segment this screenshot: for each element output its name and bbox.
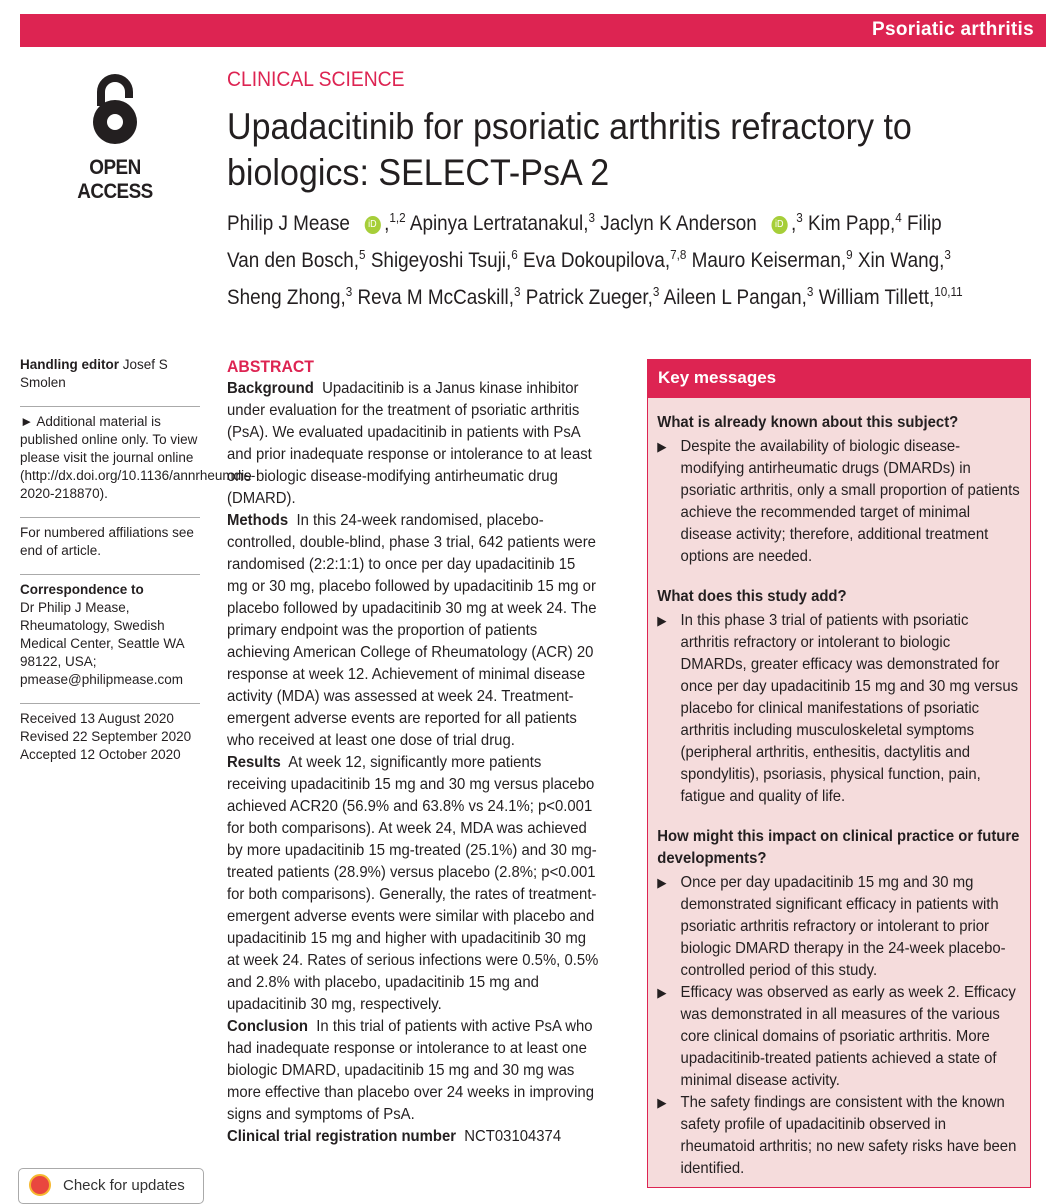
results-text: At week 12, significantly more patients receiving upadacitinib 15 mg and 30 mg versus placebo achieved ACR20 (56.9% and 63.8% vs 24.1%; p<0.001 for both comparisons). At week 24, MDA was achieved by more upadacitinib 15 mg-treated (25.1%) and 30 mg-treated patients (28.9%) versus placebo (2.8%; p<0.001 for both comparisons). Generally, the rates of treatment-emergent adverse events were similar with placebo and upadacitinib 15 mg and higher with upadacitinib 30 mg at week 24. Rates of serious infections were 0.5%, 0.5% and 2.8% with placebo, upadacitinib 15 mg and upadacitinib 30 mg, respectively.	[227, 754, 599, 1013]
key-message-item: ▶ Efficacy was observed as early as week 2. Efficacy was demonstrated in all measures of the various core clinical domains of psoriatic arthritis. More upadacitinib-treated patients achieved a state of minimal disease activity.	[657, 982, 1020, 1092]
handling-editor-label: Handling editor	[20, 357, 119, 372]
author-name: Sheng Zhong	[227, 286, 341, 309]
author-affiliation-ref: 3	[806, 284, 814, 299]
methods-label: Methods	[227, 512, 289, 529]
author-name: Xin Wang	[857, 249, 940, 272]
author-name: William Tillett	[818, 286, 929, 309]
background-label: Background	[227, 380, 314, 397]
author-affiliation-ref: 3	[514, 284, 521, 299]
section-banner	[20, 14, 1046, 47]
section-name: Psoriatic arthritis	[872, 19, 1034, 40]
key-message-item: ▶ Once per day upadacitinib 15 mg and 30 mg demonstrated significant efficacy in patients with psoriatic arthritis refractory or intolerant to prior biologic DMARD therapy in the 24-week placebo-controlled period of this study.	[657, 872, 1020, 982]
author-name: Filip Van den Bosch	[227, 212, 942, 272]
key-message-item: ▶ The safety findings are consistent with the known safety profile of upadacitinib observed in rheumatoid arthritis; no new safety risks have been identified.	[657, 1092, 1020, 1180]
author-affiliation-ref: 7,8	[670, 247, 687, 262]
abstract-conclusion	[227, 1016, 599, 1126]
author-affiliation-ref: 10,11	[934, 284, 963, 299]
additional-material-note: ► Additional material is published online only. To view please visit the journal online (http://dx.doi.org/10.1136/annrheumdis-2020-218870).	[20, 414, 256, 501]
conclusion-label: Conclusion	[227, 1018, 309, 1035]
key-message-item: ▶ Despite the availability of biologic disease-modifying antirheumatic drugs (DMARDs) in psoriatic arthritis, only a small proportion of patients achieve the recommended target of minimal disease activity; therefore, additional treatment options are needed.	[657, 436, 1020, 568]
registration-number: NCT03104374	[464, 1128, 562, 1145]
key-message-item: ▶ In this phase 3 trial of patients with psoriatic arthritis refractory or intolerant to biologic DMARDs, greater efficacy was demonstrated for once per day upadacitinib 15 mg and 30 mg versus placebo for clinical manifestations of psoriatic arthritis including musculoskeletal symptoms (peripheral arthritis, enthesitis, dactylitis and spondylitis), psoriasis, physical function, pain, fatigue and quality of life.	[657, 610, 1020, 808]
article-title: Upadacitinib for psoriatic arthritis refractory to biologics: SELECT-PsA 2	[227, 106, 912, 193]
impact-list	[657, 872, 1020, 1180]
author-name: Eva Dokoupilova	[523, 249, 665, 272]
author-affiliation-ref: 3	[345, 284, 353, 299]
abstract	[227, 356, 599, 1148]
author-name: Mauro Keiserman	[691, 249, 841, 272]
author-name: Shigeyoshi Tsuji	[370, 249, 507, 272]
revised-date: Revised 22 September 2020	[20, 729, 192, 744]
author-name: Aileen L Pangan	[663, 286, 802, 309]
author-name: Patrick Zueger	[525, 286, 648, 309]
open-access-badge	[50, 72, 180, 204]
handling-editor-name: Josef S Smolen	[20, 357, 168, 390]
open-access-lock-icon	[85, 72, 145, 146]
conclusion-text: In this trial of patients with active PsA who had inadequate response or intolerance to at least one biologic DMARD, upadacitinib 15 mg and 30 mg was more effective than placebo over 24 weeks in improving signs and symptoms of PsA.	[227, 1018, 594, 1123]
author-name: Jaclyn K Anderson	[600, 212, 757, 235]
correspondence-address: Dr Philip J Mease, Rheumatology, Swedish Medical Center, Seattle WA 98122, USA; pmease@philipmease.com	[20, 600, 184, 687]
adds-list	[657, 610, 1020, 808]
author-name: Kim Papp	[808, 212, 890, 235]
methods-text: In this 24-week randomised, placebo-controlled, double-blind, phase 3 trial, 642 patients were randomised (2:2:1:1) to once per day upadacitinib 15 mg or 30 mg, placebo followed by upadacitinib 15 mg or placebo followed by upadacitinib 30 mg at week 24. The primary endpoint was the proportion of patients achieving American College of Rheumatology (ACR) 20 response at week 12. Achievement of minimal disease activity (MDA) was assessed at week 24. Treatment-emergent adverse events are reported for all patients who received at least one dose of trial drug.	[227, 512, 597, 749]
author-affiliation-ref: 9	[846, 247, 853, 262]
author-affiliation-ref: 3	[652, 284, 660, 299]
accepted-date: Accepted 12 October 2020	[20, 747, 181, 762]
check-for-updates-label: Check for updates	[63, 1177, 185, 1194]
correspondence-label: Correspondence to	[20, 582, 144, 597]
abstract-background	[227, 378, 599, 510]
author-affiliation-ref: 4	[895, 210, 902, 225]
article-category: CLINICAL SCIENCE	[227, 68, 405, 91]
key-question-known: What is already known about this subject?	[657, 414, 959, 431]
abstract-heading: ABSTRACT	[227, 357, 314, 376]
author-affiliation-ref: 3	[796, 210, 803, 225]
key-messages-box	[647, 359, 1031, 1188]
key-question-impact: How might this impact on clinical practice or future developments?	[657, 828, 1020, 867]
registration-label: Clinical trial registration number	[227, 1128, 457, 1145]
open-access-label: OPEN ACCESS	[77, 156, 153, 203]
background-text: Upadacitinib is a Janus kinase inhibitor under evaluation for the treatment of psoriatic arthritis (PsA). We evaluated upadacitinib in patients with PsA and prior inadequate response or intolerance to at least one biologic disease-modifying antirheumatic drug (DMARD).	[227, 380, 592, 507]
author-name: Apinya Lertratanakul	[409, 212, 584, 235]
orcid-icon[interactable]: iD	[771, 216, 787, 234]
author-name: Philip J Mease	[227, 212, 350, 235]
author-affiliation-ref: 5	[359, 247, 366, 262]
known-list	[657, 436, 1020, 568]
author-list: Philip J Mease iD ,$^{1,2}$ Apinya Lertratanakul,$^3$ Jaclyn K Anderson iD ,$^3$ Kim Papp,$^4$ Filip Van den Bosch,$^5$ Shigeyoshi Tsuji,$^6$ Eva Dokoupilova,$^{7,8}$ Mauro Keiserman,$^9$ Xin Wang,$^3$ Sheng Zhong,$^3$ Reva M McCaskill,$^3$ Patrick Zueger,$^3$ Aileen L Pangan,$^3$ William Tillett,$^{10,11}$	[227, 210, 963, 309]
affiliations-note: For numbered affiliations see end of article.	[20, 525, 194, 558]
author-affiliation-ref: 6	[511, 247, 518, 262]
key-messages-heading: Key messages	[648, 360, 1030, 398]
received-date: Received 13 August 2020	[20, 711, 174, 726]
author-affiliation-ref: 3	[944, 247, 951, 262]
author-name: Reva M McCaskill	[357, 286, 509, 309]
orcid-icon[interactable]: iD	[364, 216, 380, 234]
author-affiliation-ref: 1,2	[389, 210, 406, 225]
crossmark-icon	[29, 1174, 51, 1196]
key-question-adds: What does this study add?	[657, 588, 847, 605]
author-affiliation-ref: 3	[588, 210, 595, 225]
abstract-methods	[227, 510, 599, 752]
check-for-updates-button[interactable]	[18, 1168, 204, 1204]
abstract-registration	[227, 1126, 599, 1148]
abstract-results	[227, 752, 599, 1016]
results-label: Results	[227, 754, 281, 771]
